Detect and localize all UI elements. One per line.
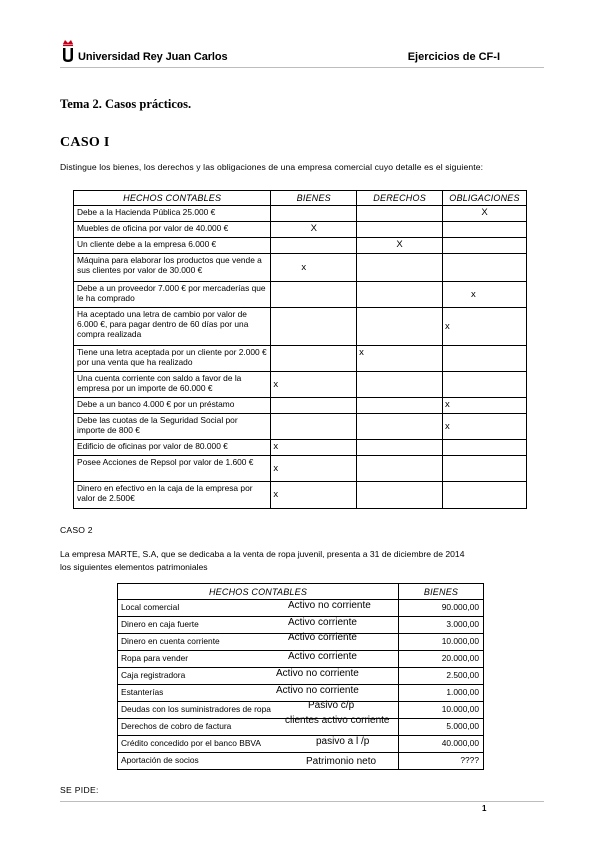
col-header-bienes: BIENES bbox=[399, 584, 484, 600]
table-row bbox=[118, 736, 484, 753]
row-text: Local comercial bbox=[121, 602, 180, 612]
row-text-cell bbox=[118, 715, 399, 736]
table-row bbox=[74, 372, 527, 398]
obligaciones-cell: x bbox=[443, 282, 527, 308]
row-text-cell bbox=[118, 651, 399, 668]
handwritten-note: Activo no corriente bbox=[276, 668, 359, 679]
caso1-table bbox=[73, 190, 527, 509]
obligaciones-cell bbox=[443, 254, 527, 282]
col-header-hechos: HECHOS CONTABLES bbox=[74, 191, 271, 206]
table-row bbox=[118, 668, 484, 685]
row-text: Una cuenta corriente con saldo a favor de la empresa por un importe de 60.000 € bbox=[74, 372, 271, 398]
handwritten-note: Patrimonio neto bbox=[306, 756, 377, 767]
row-text: Debe a un proveedor 7.000 € por mercaderías que le ha comprado bbox=[74, 282, 271, 308]
row-text: Debe a la Hacienda Pública 25.000 € bbox=[74, 206, 271, 222]
derechos-cell bbox=[357, 456, 443, 482]
table-row bbox=[118, 617, 484, 634]
bienes-cell: x bbox=[271, 372, 357, 398]
row-text: Ha aceptado una letra de cambio por valor de 6.000 €, para pagar dentro de 60 días por una compra realizada bbox=[74, 308, 271, 346]
table-row bbox=[74, 206, 527, 222]
page-header bbox=[60, 38, 544, 68]
obligaciones-cell bbox=[443, 456, 527, 482]
handwritten-note: Activo no corriente bbox=[276, 685, 359, 696]
col-header-obligaciones: OBLIGACIONES bbox=[443, 191, 527, 206]
row-text: Aportación de socios bbox=[121, 755, 199, 765]
table-row bbox=[118, 753, 484, 770]
handwritten-note: Activo corriente bbox=[288, 651, 357, 662]
row-text: Posee Acciones de Repsol por valor de 1.600 € bbox=[74, 456, 271, 482]
row-text: Debe las cuotas de la Seguridad Social por importe de 800 € bbox=[74, 414, 271, 440]
derechos-cell bbox=[357, 398, 443, 414]
obligaciones-cell: x bbox=[443, 414, 527, 440]
derechos-cell bbox=[357, 282, 443, 308]
handwritten-note: pasivo a l /p bbox=[316, 736, 370, 747]
bienes-cell bbox=[271, 308, 357, 346]
page-number: 1 bbox=[482, 804, 487, 813]
caso2-title: CASO 2 bbox=[60, 525, 93, 535]
course-name: Ejercicios de CF-I bbox=[407, 51, 500, 63]
bienes-cell: X bbox=[271, 222, 357, 238]
row-text-cell bbox=[118, 753, 399, 770]
caso2-paragraph-line2: los siguientes elementos patrimoniales bbox=[60, 562, 208, 572]
table-row bbox=[118, 719, 484, 736]
handwritten-note: Activo corriente bbox=[288, 617, 357, 628]
obligaciones-cell bbox=[443, 222, 527, 238]
table-row bbox=[74, 222, 527, 238]
row-text: Debe a un banco 4.000 € por un préstamo bbox=[74, 398, 271, 414]
table-row bbox=[118, 600, 484, 617]
caso2-table bbox=[117, 583, 484, 770]
derechos-cell bbox=[357, 372, 443, 398]
obligaciones-cell bbox=[443, 238, 527, 254]
bienes-cell: x bbox=[271, 440, 357, 456]
row-text: Dinero en efectivo en la caja de la empresa por valor de 2.500€ bbox=[74, 482, 271, 509]
bienes-cell bbox=[271, 346, 357, 372]
caso2-paragraph-line1: La empresa MARTE, S.A, que se dedicaba a la venta de ropa juvenil, presenta a 31 de diciembre de 2014 bbox=[60, 549, 465, 559]
derechos-cell bbox=[357, 308, 443, 346]
page-title: Tema 2. Casos prácticos. bbox=[60, 97, 192, 111]
row-text-cell bbox=[118, 736, 399, 753]
derechos-cell bbox=[357, 482, 443, 509]
amount-cell: 20.000,00 bbox=[399, 651, 484, 668]
row-text-cell bbox=[118, 634, 399, 651]
derechos-cell bbox=[357, 254, 443, 282]
handwritten-note: clientes activo corriente bbox=[285, 715, 390, 726]
table-row bbox=[74, 308, 527, 346]
bienes-cell bbox=[271, 206, 357, 222]
row-text: Dinero en cuenta corriente bbox=[121, 636, 220, 646]
table-row bbox=[118, 651, 484, 668]
obligaciones-cell: X bbox=[443, 206, 527, 222]
amount-cell: 3.000,00 bbox=[399, 617, 484, 634]
caso1-title: CASO I bbox=[60, 135, 110, 150]
row-text: Caja registradora bbox=[121, 670, 186, 680]
university-crown-logo-icon bbox=[60, 38, 76, 64]
bienes-cell: x bbox=[271, 254, 357, 282]
table-row bbox=[118, 685, 484, 702]
handwritten-note: Activo corriente bbox=[288, 632, 357, 643]
row-text: Ropa para vender bbox=[121, 653, 189, 663]
bienes-cell bbox=[271, 282, 357, 308]
derechos-cell bbox=[357, 440, 443, 456]
table-row bbox=[74, 414, 527, 440]
row-text: Crédito concedido por el banco BBVA bbox=[121, 738, 261, 748]
bienes-cell: x bbox=[271, 456, 357, 482]
amount-cell: 2.500,00 bbox=[399, 668, 484, 685]
amount-cell: ???? bbox=[399, 753, 484, 770]
row-text: Un cliente debe a la empresa 6.000 € bbox=[74, 238, 271, 254]
obligaciones-cell bbox=[443, 440, 527, 456]
amount-cell: 90.000,00 bbox=[399, 600, 484, 617]
bienes-cell bbox=[271, 398, 357, 414]
derechos-cell bbox=[357, 414, 443, 440]
derechos-cell bbox=[357, 222, 443, 238]
obligaciones-cell bbox=[443, 346, 527, 372]
row-text-cell bbox=[118, 685, 399, 702]
row-text: Derechos de cobro de factura bbox=[121, 721, 232, 731]
caso1-intro: Distingue los bienes, los derechos y las obligaciones de una empresa comercial cuyo detalle es el siguiente: bbox=[60, 162, 484, 172]
table-row bbox=[74, 254, 527, 282]
row-text: Deudas con los suministradores de ropa bbox=[121, 704, 271, 714]
amount-cell: 1.000,00 bbox=[399, 685, 484, 702]
row-text: Edificio de oficinas por valor de 80.000 € bbox=[74, 440, 271, 456]
row-text: Tiene una letra aceptada por un cliente por 2.000 € por una venta que ha realizado bbox=[74, 346, 271, 372]
obligaciones-cell: x bbox=[443, 398, 527, 414]
handwritten-note: Pasivo c/p bbox=[308, 700, 355, 711]
obligaciones-cell: x bbox=[443, 308, 527, 346]
derechos-cell: X bbox=[357, 238, 443, 254]
row-text-cell bbox=[118, 668, 399, 685]
table-row bbox=[74, 440, 527, 456]
table-row bbox=[74, 346, 527, 372]
col-header-hechos: HECHOS CONTABLES bbox=[118, 584, 399, 600]
bienes-cell bbox=[271, 414, 357, 440]
derechos-cell bbox=[357, 206, 443, 222]
footer-divider bbox=[60, 801, 544, 802]
amount-cell: 10.000,00 bbox=[399, 702, 484, 719]
amount-cell: 5.000,00 bbox=[399, 719, 484, 736]
table-row bbox=[74, 238, 527, 254]
table-row bbox=[118, 634, 484, 651]
row-text: Muebles de oficina por valor de 40.000 € bbox=[74, 222, 271, 238]
se-pide-label: SE PIDE: bbox=[60, 785, 99, 795]
bienes-cell: x bbox=[271, 482, 357, 509]
table-row bbox=[74, 482, 527, 509]
handwritten-note: Activo no corriente bbox=[288, 600, 371, 611]
row-text: Dinero en caja fuerte bbox=[121, 619, 199, 629]
col-header-bienes: BIENES bbox=[271, 191, 357, 206]
col-header-derechos: DERECHOS bbox=[357, 191, 443, 206]
row-text-cell bbox=[118, 600, 399, 617]
amount-cell: 10.000,00 bbox=[399, 634, 484, 651]
row-text-cell bbox=[118, 617, 399, 634]
bienes-cell bbox=[271, 238, 357, 254]
row-text: Máquina para elaborar los productos que vende a sus clientes por valor de 30.000 € bbox=[74, 254, 271, 282]
table-row bbox=[74, 282, 527, 308]
university-name: Universidad Rey Juan Carlos bbox=[78, 51, 228, 63]
obligaciones-cell bbox=[443, 372, 527, 398]
table-row bbox=[74, 456, 527, 482]
amount-cell: 40.000,00 bbox=[399, 736, 484, 753]
row-text: Estanterías bbox=[121, 687, 164, 697]
derechos-cell: x bbox=[357, 346, 443, 372]
table-row bbox=[74, 398, 527, 414]
obligaciones-cell bbox=[443, 482, 527, 509]
